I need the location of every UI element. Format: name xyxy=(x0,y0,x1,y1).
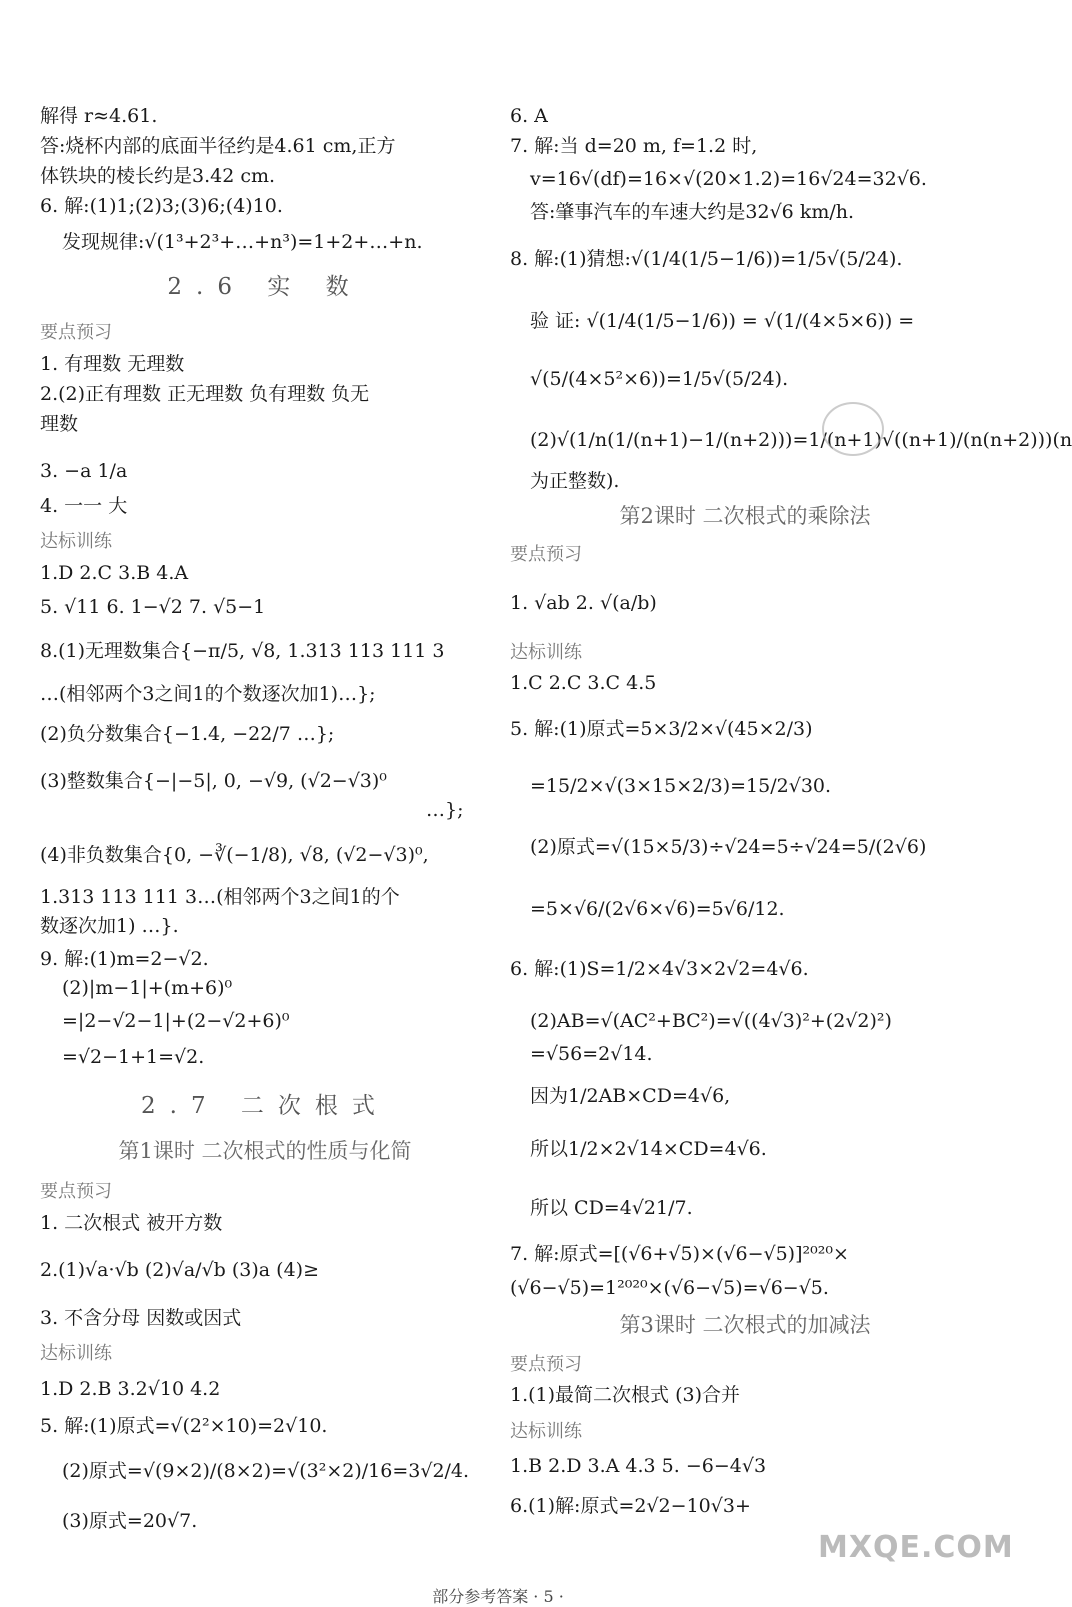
section-title: 2.6 实 数 xyxy=(167,274,363,300)
text-line: 1.D 2.B 3.2√10 4.2 xyxy=(40,1378,221,1400)
text-line: 体铁块的棱长约是3.42 cm. xyxy=(40,165,276,187)
text-line: (2)√(1/n(1/(n+1)−1/(n+2)))=1/(n+1)√((n+1)/(n(n+2)))(n xyxy=(530,429,1072,451)
subsection-label: 要点预习 xyxy=(40,1181,112,1202)
text-line: 1.(1)最简二次根式 (3)合并 xyxy=(510,1384,740,1406)
text-line: 1.C 2.C 3.C 4.5 xyxy=(510,672,657,694)
text-line: 7. 解:原式=[(√6+√5)×(√6−√5)]²⁰²⁰× xyxy=(510,1243,849,1265)
text-line: 所以1/2×2√14×CD=4√6. xyxy=(530,1138,767,1160)
text-line: 1. 二次根式 被开方数 xyxy=(40,1212,223,1234)
text-line: 7. 解:当 d=20 m, f=1.2 时, xyxy=(510,135,758,157)
subsection-label: 达标训练 xyxy=(40,1343,112,1364)
text-line: 理数 xyxy=(40,413,79,435)
text-line: 因为1/2AB×CD=4√6, xyxy=(530,1085,731,1107)
text-line: 4. 一一 大 xyxy=(40,495,128,517)
subsection-label: 达标训练 xyxy=(510,1421,582,1442)
page-footer: 部分参考答案 · 5 · xyxy=(432,1587,564,1606)
text-line: 答:烧杯内部的底面半径约是4.61 cm,正方 xyxy=(40,135,396,157)
text-line: (4)非负数集合{0, −∛(−1/8), √8, (√2−√3)⁰, xyxy=(40,844,429,866)
text-line: 6. 解:(1)S=1/2×4√3×2√2=4√6. xyxy=(510,958,809,980)
text-line: (2)原式=√(9×2)/(8×2)=√(3²×2)/16=3√2/4. xyxy=(62,1460,470,1482)
lesson-title: 第3课时 二次根式的加减法 xyxy=(619,1313,871,1337)
stamp-mark xyxy=(822,402,884,456)
text-line: =5×√6/(2√6×√6)=5√6/12. xyxy=(530,898,785,920)
text-line: 发现规律:√(1³+2³+…+n³)=1+2+…+n. xyxy=(62,231,423,253)
watermark: MXQE.COM xyxy=(818,1530,1014,1565)
text-line: 1. √ab 2. √(a/b) xyxy=(510,592,657,614)
text-line: …(相邻两个3之间1的个数逐次加1)…}; xyxy=(40,683,376,705)
text-line: (2)|m−1|+(m+6)⁰ xyxy=(62,977,233,999)
text-line: 所以 CD=4√21/7. xyxy=(530,1197,693,1219)
section-title: 2.7 二次根式 xyxy=(141,1093,389,1119)
text-line: (2)负分数集合{−1.4, −22/7 …}; xyxy=(40,723,335,745)
text-line: 6. A xyxy=(510,105,548,127)
text-line: 为正整数). xyxy=(530,470,620,492)
text-line: 1.B 2.D 3.A 4.3 5. −6−4√3 xyxy=(510,1455,767,1477)
text-line: 3. −a 1/a xyxy=(40,460,128,482)
text-line: 2.(2)正有理数 正无理数 负有理数 负无 xyxy=(40,383,370,405)
text-line: 数逐次加1) …}. xyxy=(40,915,179,937)
text-line: 9. 解:(1)m=2−√2. xyxy=(40,948,209,970)
text-line: 1.313 113 111 3…(相邻两个3之间1的个 xyxy=(40,886,400,908)
text-line: 验 证: √(1/4(1/5−1/6)) = √(1/(4×5×6)) = xyxy=(530,310,915,332)
text-line: 8. 解:(1)猜想:√(1/4(1/5−1/6))=1/5√(5/24). xyxy=(510,248,903,270)
text-line: 5. √11 6. 1−√2 7. √5−1 xyxy=(40,596,266,618)
text-line: 8.(1)无理数集合{−π/5, √8, 1.313 113 111 3 xyxy=(40,640,445,662)
subsection-label: 达标训练 xyxy=(40,531,112,552)
subsection-label: 要点预习 xyxy=(40,322,112,343)
lesson-title: 第2课时 二次根式的乘除法 xyxy=(619,504,871,528)
text-line: 6.(1)解:原式=2√2−10√3+ xyxy=(510,1495,751,1517)
text-line: √(5/(4×5²×6))=1/5√(5/24). xyxy=(530,368,789,390)
text-line: 2.(1)√a·√b (2)√a/√b (3)a (4)≥ xyxy=(40,1259,319,1281)
subsection-label: 达标训练 xyxy=(510,642,582,663)
text-line: =15/2×√(3×15×2/3)=15/2√30. xyxy=(530,775,832,797)
text-line: (2)原式=√(15×5/3)÷√24=5÷√24=5/(2√6) xyxy=(530,836,927,858)
text-line: 1. 有理数 无理数 xyxy=(40,353,185,375)
text-line: 1.D 2.C 3.B 4.A xyxy=(40,562,189,584)
text-line: 解得 r≈4.61. xyxy=(40,105,158,127)
text-line: 3. 不含分母 因数或因式 xyxy=(40,1307,242,1329)
text-line: 6. 解:(1)1;(2)3;(3)6;(4)10. xyxy=(40,195,283,217)
text-line: (2)AB=√(AC²+BC²)=√((4√3)²+(2√2)²) xyxy=(530,1010,892,1032)
subsection-label: 要点预习 xyxy=(510,544,582,565)
text-line: 5. 解:(1)原式=5×3/2×√(45×2/3) xyxy=(510,718,813,740)
text-line: =√56=2√14. xyxy=(530,1043,653,1065)
text-line: 5. 解:(1)原式=√(2²×10)=2√10. xyxy=(40,1415,328,1437)
subsection-label: 要点预习 xyxy=(510,1354,582,1375)
text-line: (3)原式=20√7. xyxy=(62,1510,198,1532)
lesson-title: 第1课时 二次根式的性质与化简 xyxy=(118,1139,412,1163)
text-line: =√2−1+1=√2. xyxy=(62,1046,205,1068)
text-line: =|2−√2−1|+(2−√2+6)⁰ xyxy=(62,1010,290,1032)
text-line: v=16√(df)=16×√(20×1.2)=16√24=32√6. xyxy=(530,168,927,190)
text-line: 答:肇事汽车的车速大约是32√6 km/h. xyxy=(530,201,855,223)
text-line: (√6−√5)=1²⁰²⁰×(√6−√5)=√6−√5. xyxy=(510,1277,829,1299)
text-line: (3)整数集合{−|−5|, 0, −√9, (√2−√3)⁰ xyxy=(40,770,387,792)
text-line: …}; xyxy=(426,799,464,821)
